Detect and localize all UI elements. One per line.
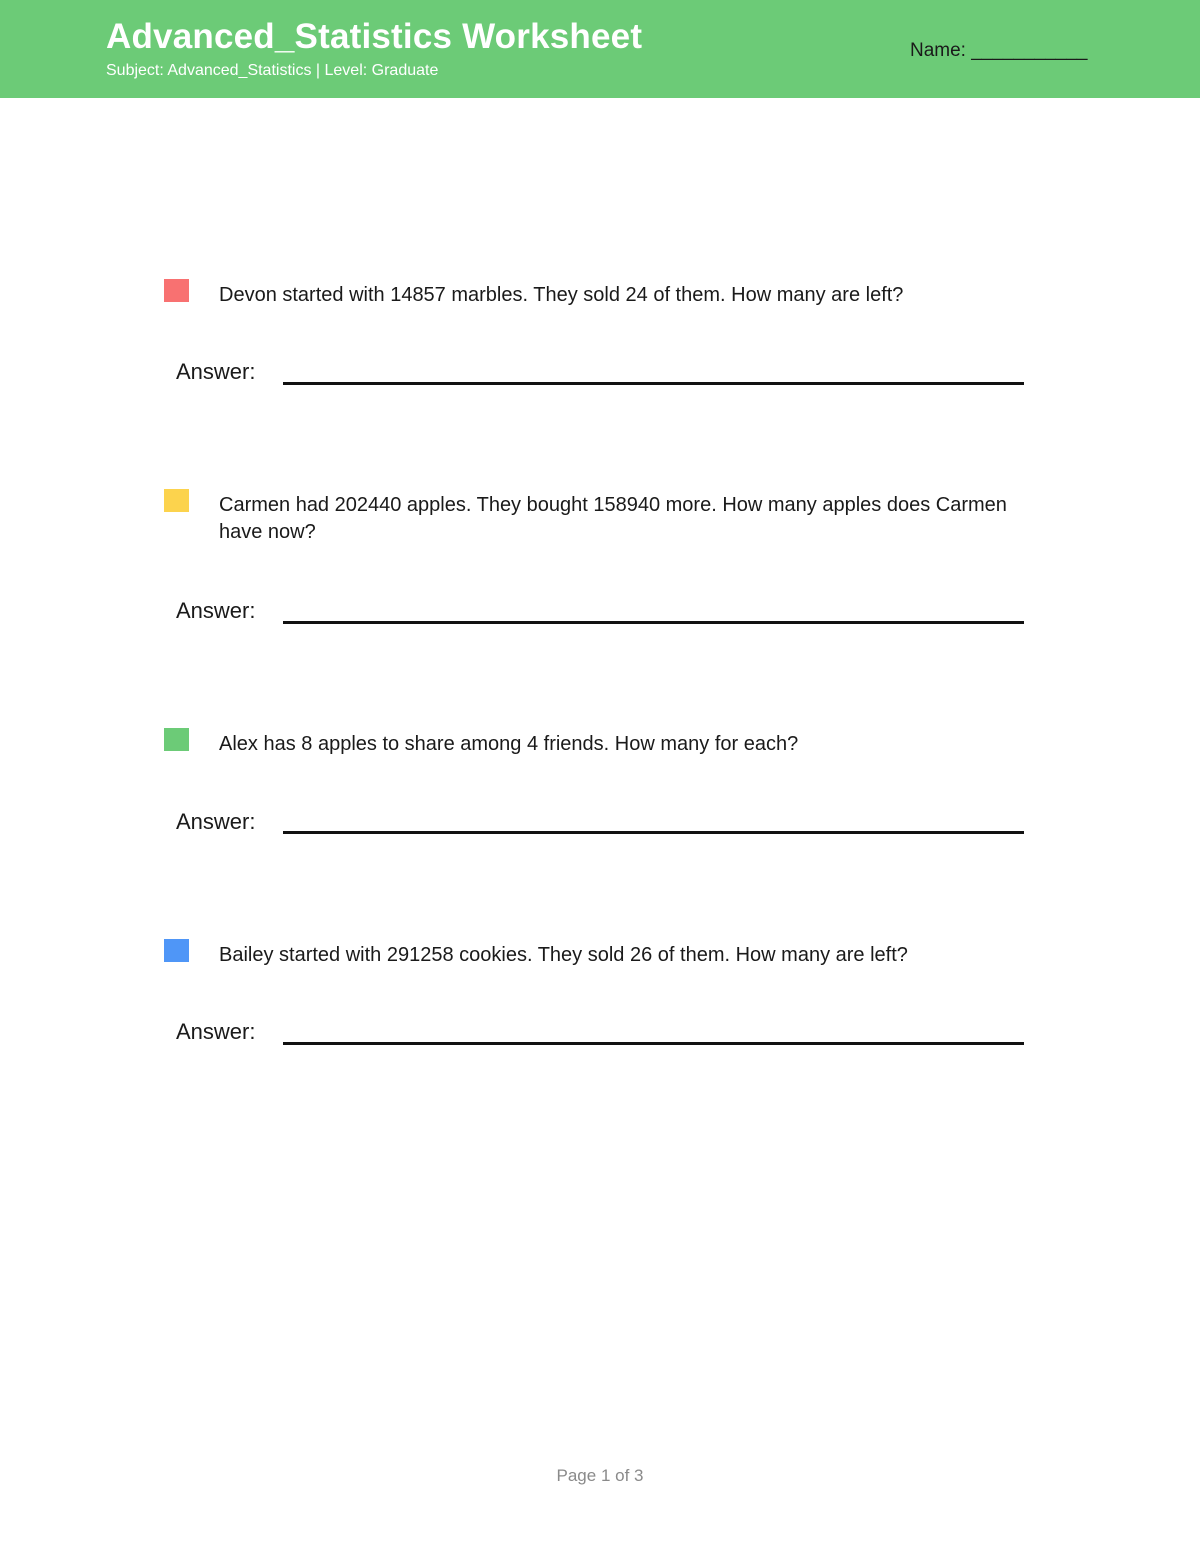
worksheet-header	[0, 0, 1200, 98]
worksheet-title: Advanced_Statistics Worksheet	[106, 17, 643, 56]
question-marker	[164, 279, 189, 302]
page-number: Page 1 of 3	[556, 1466, 644, 1485]
answer-line[interactable]	[283, 1042, 1024, 1045]
answer-label: Answer:	[176, 598, 256, 623]
answer-line[interactable]	[283, 621, 1024, 624]
answer-label: Answer:	[176, 809, 256, 834]
answer-label: Answer:	[176, 359, 256, 384]
worksheet-subtitle: Subject: Advanced_Statistics | Level: Graduate	[106, 62, 439, 79]
question-marker	[164, 939, 189, 962]
question-text: Carmen had 202440 apples. They bought 158940 more. How many apples does Carmen have now?	[219, 494, 1007, 543]
question-marker	[164, 728, 189, 751]
answer-line[interactable]	[283, 382, 1024, 385]
answer-line[interactable]	[283, 831, 1024, 834]
name-field[interactable]: Name: ___________	[910, 40, 1088, 61]
question-marker	[164, 489, 189, 512]
question-text: Alex has 8 apples to share among 4 friends. How many for each?	[219, 733, 799, 755]
answer-label: Answer:	[176, 1019, 256, 1044]
question-text: Bailey started with 291258 cookies. They sold 26 of them. How many are left?	[219, 944, 908, 966]
question-text: Devon started with 14857 marbles. They sold 24 of them. How many are left?	[219, 284, 904, 306]
